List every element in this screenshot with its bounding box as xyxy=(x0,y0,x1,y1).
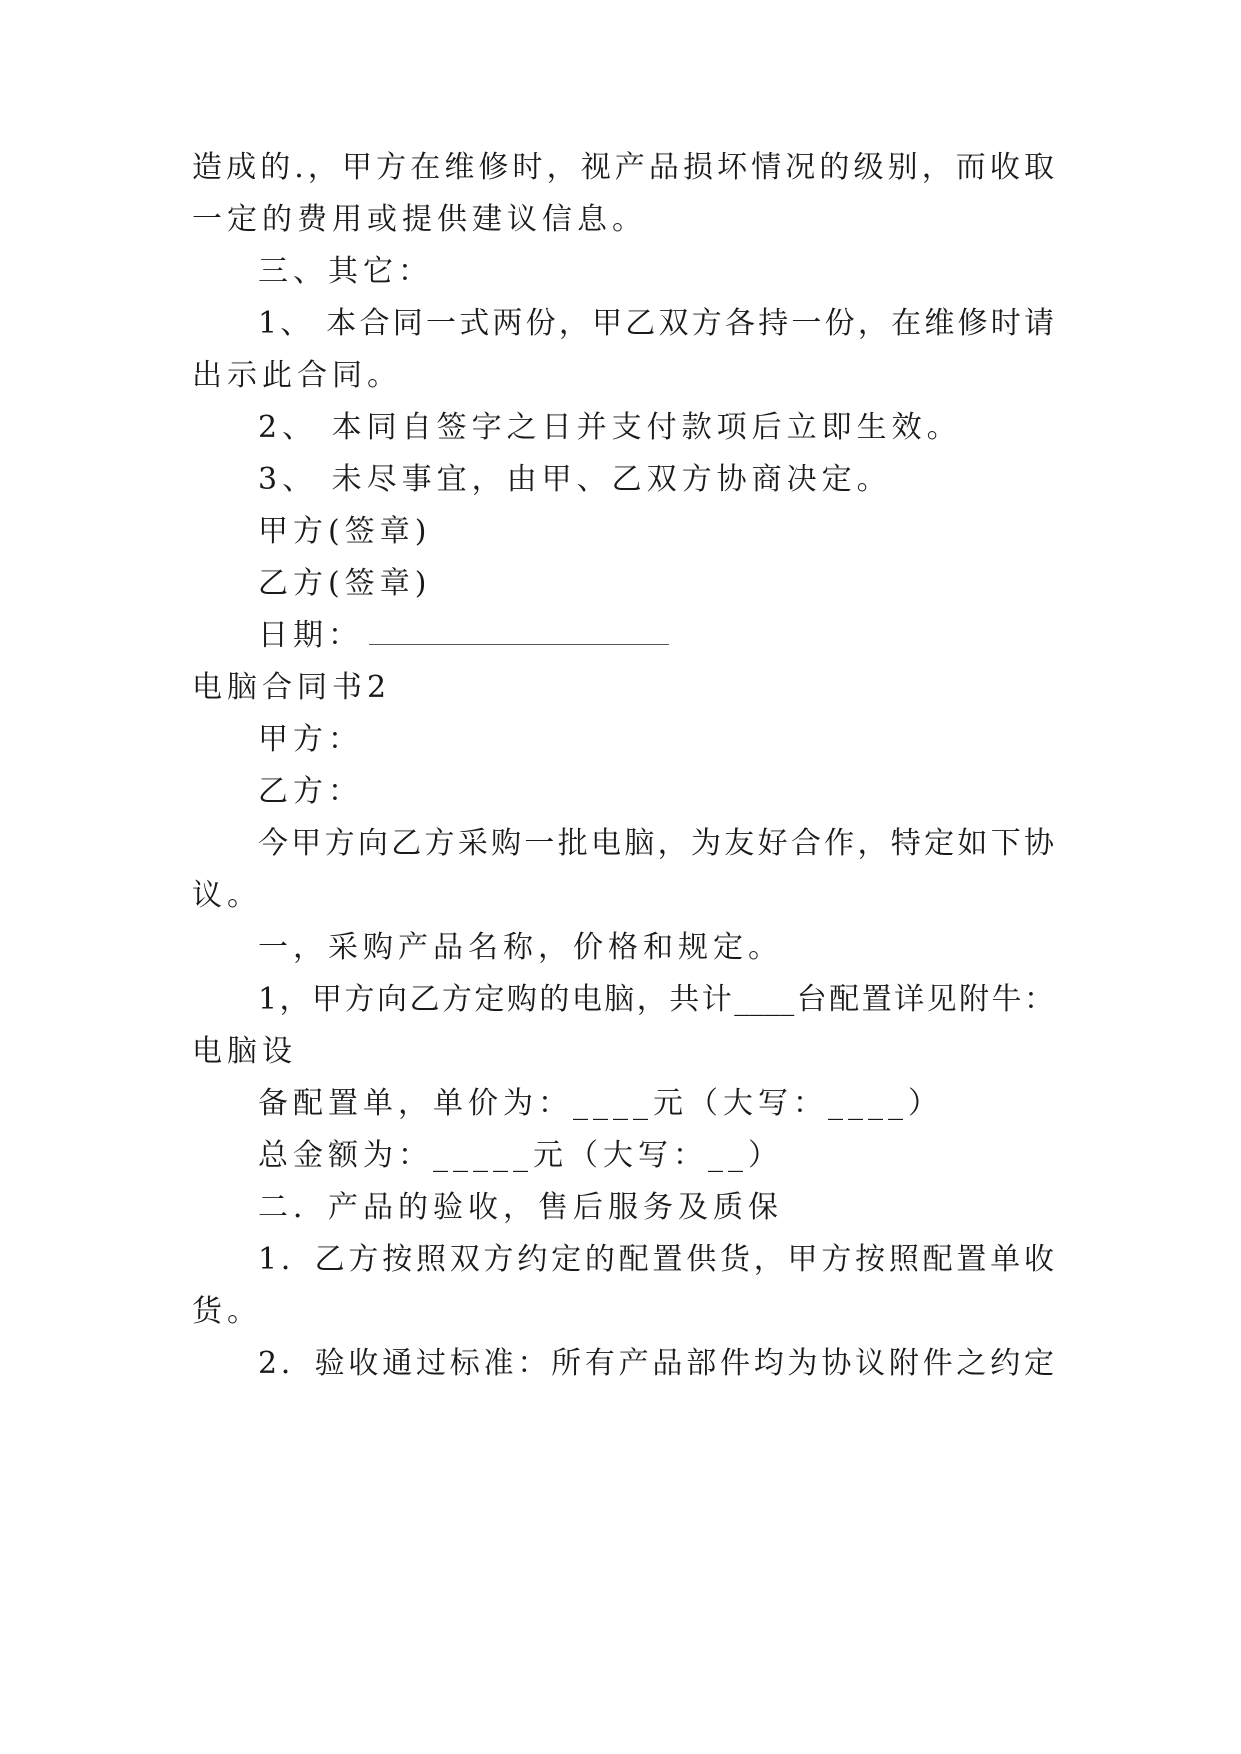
text-line-2: 一定的费用或提供建议信息。 xyxy=(192,202,647,237)
section-heading-one: 一，采购产品名称，价格和规定。 xyxy=(258,930,783,965)
party-a-signature: 甲方(签章) xyxy=(258,514,432,549)
text-line-1: 造成的.，甲方在维修时，视产品损坏情况的级别，而收取 xyxy=(192,150,1054,185)
date-label: 日期： xyxy=(258,618,363,653)
date-blank-field xyxy=(369,616,669,645)
section-heading-other: 三、其它： xyxy=(258,254,433,289)
text-line-17: 1，甲方向乙方定购的电脑，共计____台配置详见附牛： xyxy=(258,982,1054,1017)
text-line-5: 出示此合同。 xyxy=(192,358,402,393)
party-a-label: 甲方： xyxy=(258,722,363,757)
document-title-2: 电脑合同书2 xyxy=(192,670,392,705)
text-line-14: 今甲方向乙方采购一批电脑，为友好合作，特定如下协 xyxy=(258,826,1054,861)
text-line-18: 电脑设 xyxy=(192,1034,297,1069)
text-line-24: 2．验收通过标准：所有产品部件均为协议附件之约定 xyxy=(258,1346,1054,1381)
party-b-signature: 乙方(签章) xyxy=(258,566,432,601)
total-amount-line: 总金额为：_____元（大写：__） xyxy=(258,1138,783,1173)
text-line-4: 1、 本合同一式两份，甲乙双方各持一份，在维修时请 xyxy=(258,306,1054,341)
date-line xyxy=(258,616,669,656)
party-b-label: 乙方： xyxy=(258,774,363,809)
text-line-22: 1．乙方按照双方约定的配置供货，甲方按照配置单收 xyxy=(258,1242,1054,1277)
text-line-7: 3、 未尽事宜，由甲、乙双方协商决定。 xyxy=(258,462,892,497)
text-line-15: 议。 xyxy=(192,878,262,913)
text-line-6: 2、 本同自签字之日并支付款项后立即生效。 xyxy=(258,410,962,445)
section-heading-two: 二．产品的验收，售后服务及质保 xyxy=(258,1190,783,1225)
text-line-23: 货。 xyxy=(192,1294,262,1329)
unit-price-line: 备配置单，单价为：____元（大写：____） xyxy=(258,1086,943,1121)
